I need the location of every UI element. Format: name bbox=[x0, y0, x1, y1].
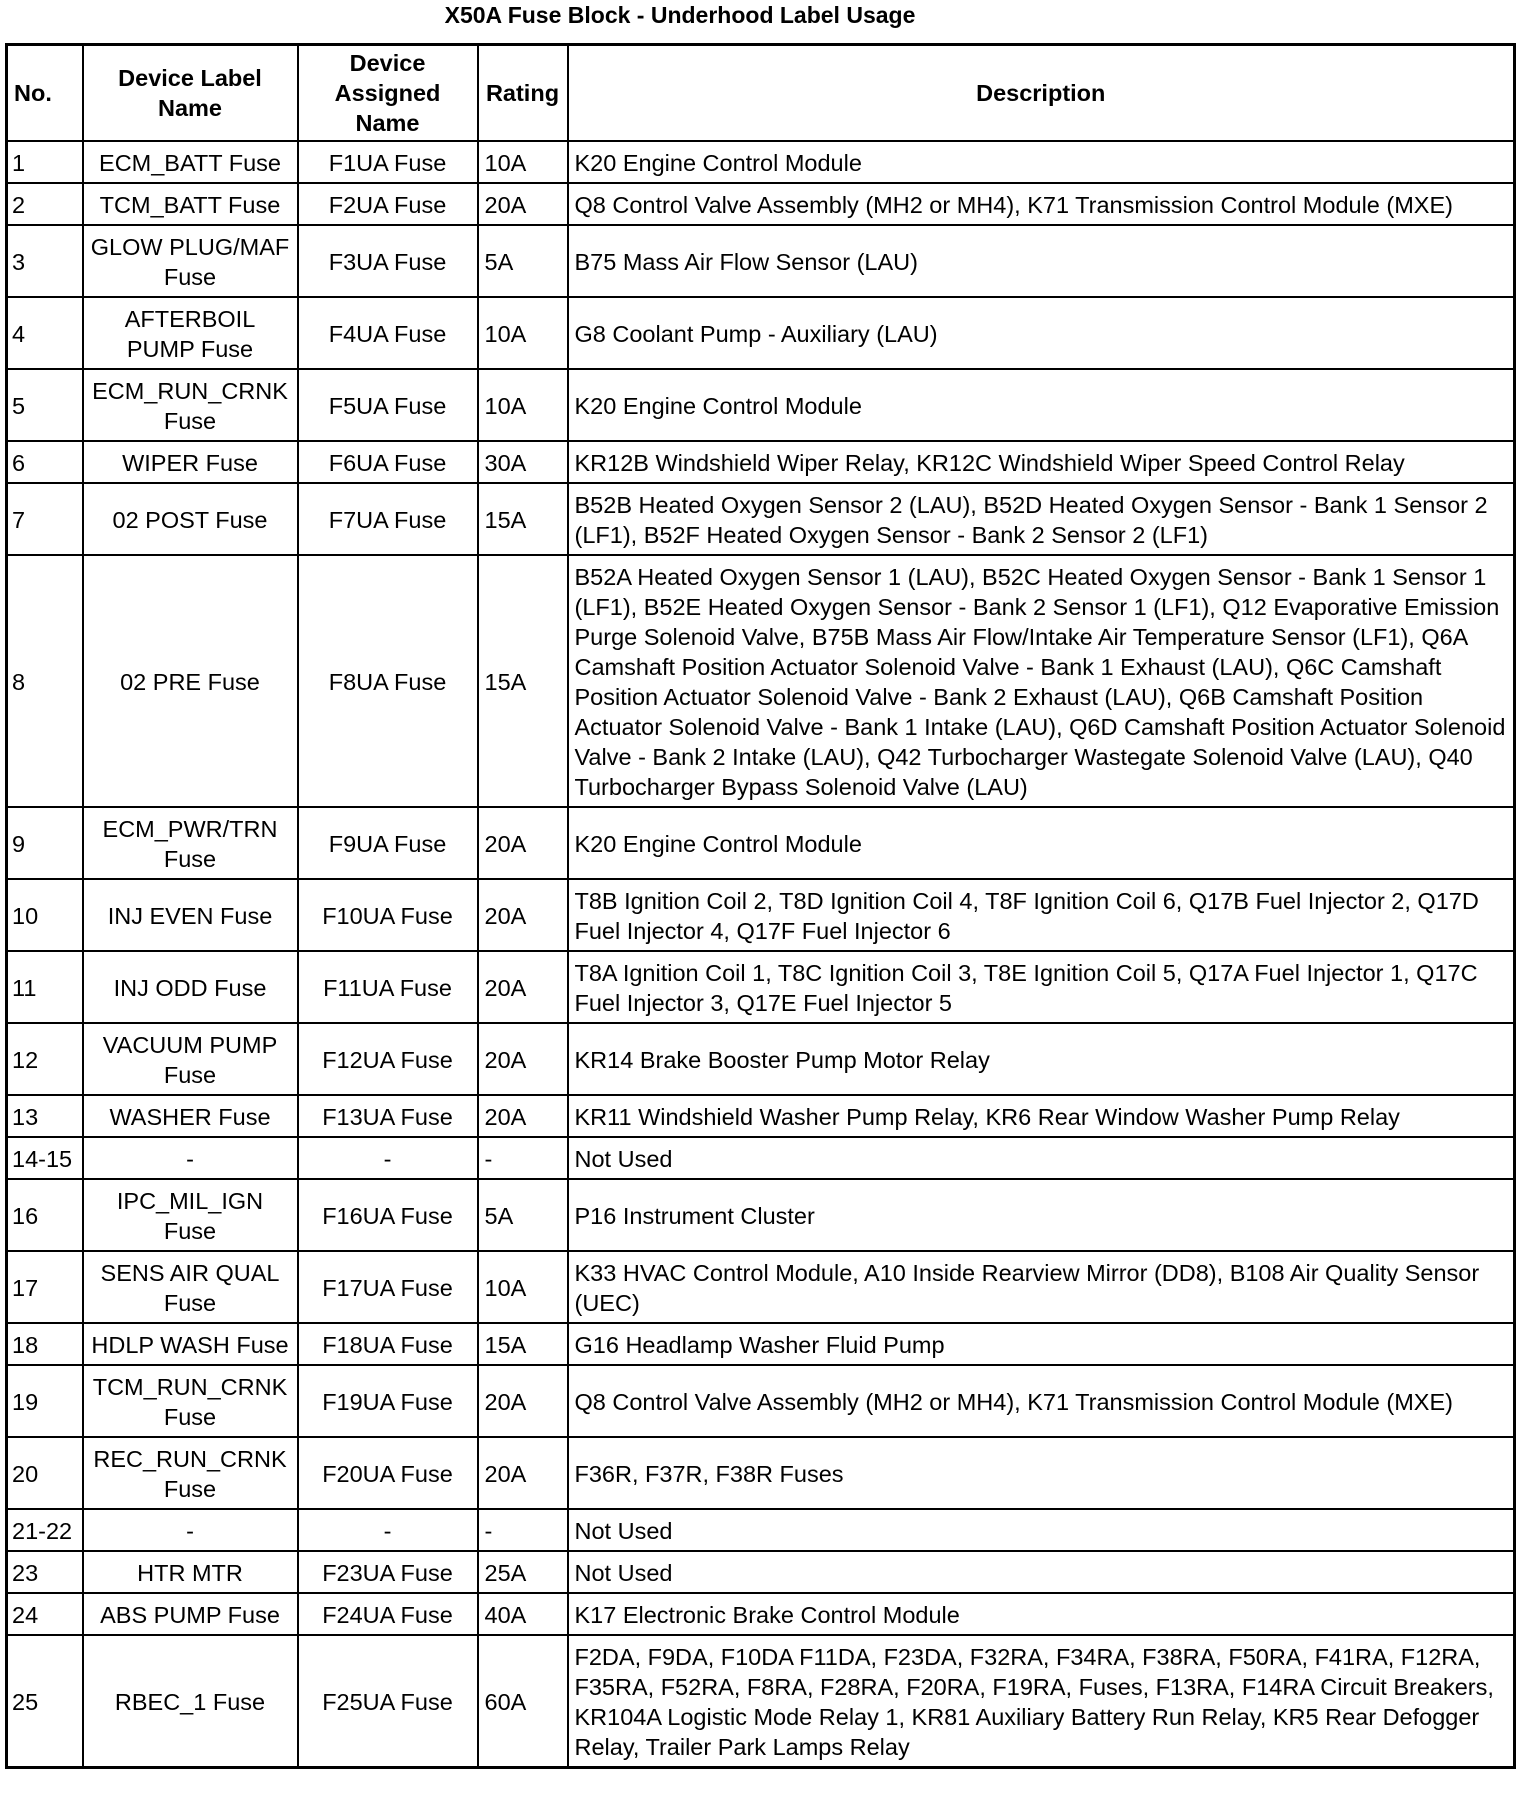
table-row bbox=[7, 225, 1515, 297]
cell-label: INJ EVEN Fuse bbox=[83, 879, 298, 951]
cell-description: Not Used bbox=[568, 1137, 1515, 1179]
header-row bbox=[7, 45, 1515, 142]
table-row bbox=[7, 555, 1515, 807]
cell-rating: 20A bbox=[478, 1023, 568, 1095]
cell-no: 14-15 bbox=[7, 1137, 83, 1179]
table-row bbox=[7, 369, 1515, 441]
cell-assigned: F17UA Fuse bbox=[298, 1251, 478, 1323]
cell-assigned: F18UA Fuse bbox=[298, 1323, 478, 1365]
cell-rating: 30A bbox=[478, 441, 568, 483]
cell-description: F2DA, F9DA, F10DA F11DA, F23DA, F32RA, F34RA, F38RA, F50RA, F41RA, F12RA, F35RA, F52RA, F8RA, F28RA, F20RA, F19RA, Fuses, F13RA, F14RA Circuit Breakers, KR104A Logistic Mode Relay 1, KR81 Auxiliary Battery Run Relay, KR5 Rear Defogger Relay, Trailer Park Lamps Relay bbox=[568, 1635, 1515, 1768]
cell-assigned: - bbox=[298, 1509, 478, 1551]
cell-assigned: F6UA Fuse bbox=[298, 441, 478, 483]
cell-rating: 15A bbox=[478, 555, 568, 807]
cell-assigned: F4UA Fuse bbox=[298, 297, 478, 369]
cell-rating: 15A bbox=[478, 483, 568, 555]
table-row bbox=[7, 297, 1515, 369]
cell-assigned: F10UA Fuse bbox=[298, 879, 478, 951]
cell-no: 20 bbox=[7, 1437, 83, 1509]
table-row bbox=[7, 1251, 1515, 1323]
cell-no: 25 bbox=[7, 1635, 83, 1768]
cell-no: 21-22 bbox=[7, 1509, 83, 1551]
cell-assigned: F16UA Fuse bbox=[298, 1179, 478, 1251]
cell-no: 7 bbox=[7, 483, 83, 555]
cell-no: 13 bbox=[7, 1095, 83, 1137]
cell-assigned: F7UA Fuse bbox=[298, 483, 478, 555]
cell-description: G16 Headlamp Washer Fluid Pump bbox=[568, 1323, 1515, 1365]
cell-description: T8A Ignition Coil 1, T8C Ignition Coil 3, T8E Ignition Coil 5, Q17A Fuel Injector 1, Q17C Fuel Injector 3, Q17E Fuel Injector 5 bbox=[568, 951, 1515, 1023]
cell-label: SENS AIR QUAL Fuse bbox=[83, 1251, 298, 1323]
cell-no: 4 bbox=[7, 297, 83, 369]
table-row bbox=[7, 141, 1515, 183]
cell-description: T8B Ignition Coil 2, T8D Ignition Coil 4, T8F Ignition Coil 6, Q17B Fuel Injector 2, Q17D Fuel Injector 4, Q17F Fuel Injector 6 bbox=[568, 879, 1515, 951]
header-rating: Rating bbox=[478, 45, 568, 142]
table-body bbox=[7, 141, 1515, 1768]
cell-no: 19 bbox=[7, 1365, 83, 1437]
cell-rating: - bbox=[478, 1137, 568, 1179]
cell-description: K20 Engine Control Module bbox=[568, 369, 1515, 441]
table-row bbox=[7, 483, 1515, 555]
cell-no: 9 bbox=[7, 807, 83, 879]
header-no: No. bbox=[7, 45, 83, 142]
page-title: X50A Fuse Block - Underhood Label Usage bbox=[444, 2, 916, 28]
cell-description: F36R, F37R, F38R Fuses bbox=[568, 1437, 1515, 1509]
cell-no: 12 bbox=[7, 1023, 83, 1095]
header-description: Description bbox=[568, 45, 1515, 142]
cell-rating: 20A bbox=[478, 807, 568, 879]
cell-description: B52A Heated Oxygen Sensor 1 (LAU), B52C Heated Oxygen Sensor - Bank 1 Sensor 1 (LF1), B52E Heated Oxygen Sensor - Bank 2 Sensor 1 (LF1), Q12 Evaporative Emission Purge Solenoid Valve, B75B Mass Air Flow/Intake Air Temperature Sensor (LF1), Q6A Camshaft Position Actuator Solenoid Valve - Bank 1 Exhaust (LAU), Q6C Camshaft Position Actuator Solenoid Valve - Bank 2 Exhaust (LAU), Q6B Camshaft Position Actuator Solenoid Valve - Bank 1 Intake (LAU), Q6D Camshaft Position Actuator Solenoid Valve - Bank 2 Intake (LAU), Q42 Turbocharger Wastegate Solenoid Valve (LAU), Q40 Turbocharger Bypass Solenoid Valve (LAU) bbox=[568, 555, 1515, 807]
cell-assigned: - bbox=[298, 1137, 478, 1179]
cell-description: B75 Mass Air Flow Sensor (LAU) bbox=[568, 225, 1515, 297]
cell-assigned: F20UA Fuse bbox=[298, 1437, 478, 1509]
cell-assigned: F19UA Fuse bbox=[298, 1365, 478, 1437]
cell-no: 5 bbox=[7, 369, 83, 441]
header-label: Device Label Name bbox=[83, 45, 298, 142]
cell-assigned: F24UA Fuse bbox=[298, 1593, 478, 1635]
header-assigned: Device Assigned Name bbox=[298, 45, 478, 142]
cell-rating: 15A bbox=[478, 1323, 568, 1365]
cell-description: P16 Instrument Cluster bbox=[568, 1179, 1515, 1251]
cell-rating: 40A bbox=[478, 1593, 568, 1635]
table-row bbox=[7, 1593, 1515, 1635]
cell-rating: 60A bbox=[478, 1635, 568, 1768]
cell-no: 24 bbox=[7, 1593, 83, 1635]
cell-label: - bbox=[83, 1137, 298, 1179]
cell-label: INJ ODD Fuse bbox=[83, 951, 298, 1023]
table-row bbox=[7, 1137, 1515, 1179]
table-row bbox=[7, 1179, 1515, 1251]
cell-no: 18 bbox=[7, 1323, 83, 1365]
cell-rating: 10A bbox=[478, 297, 568, 369]
cell-description: K20 Engine Control Module bbox=[568, 141, 1515, 183]
cell-rating: 20A bbox=[478, 183, 568, 225]
cell-description: Not Used bbox=[568, 1551, 1515, 1593]
cell-no: 11 bbox=[7, 951, 83, 1023]
table-row bbox=[7, 1509, 1515, 1551]
cell-assigned: F23UA Fuse bbox=[298, 1551, 478, 1593]
table-row bbox=[7, 807, 1515, 879]
fuse-table bbox=[5, 43, 1516, 1769]
table-row bbox=[7, 879, 1515, 951]
cell-label: GLOW PLUG/MAF Fuse bbox=[83, 225, 298, 297]
cell-label: ECM_PWR/TRN Fuse bbox=[83, 807, 298, 879]
cell-rating: 10A bbox=[478, 369, 568, 441]
cell-rating: 5A bbox=[478, 225, 568, 297]
cell-label: RBEC_1 Fuse bbox=[83, 1635, 298, 1768]
table-row bbox=[7, 1323, 1515, 1365]
cell-rating: 20A bbox=[478, 951, 568, 1023]
cell-no: 17 bbox=[7, 1251, 83, 1323]
cell-description: Q8 Control Valve Assembly (MH2 or MH4), K71 Transmission Control Module (MXE) bbox=[568, 183, 1515, 225]
cell-no: 8 bbox=[7, 555, 83, 807]
cell-label: AFTERBOIL PUMP Fuse bbox=[83, 297, 298, 369]
cell-assigned: F25UA Fuse bbox=[298, 1635, 478, 1768]
cell-assigned: F12UA Fuse bbox=[298, 1023, 478, 1095]
cell-description: KR14 Brake Booster Pump Motor Relay bbox=[568, 1023, 1515, 1095]
table-row bbox=[7, 1551, 1515, 1593]
cell-rating: 20A bbox=[478, 1365, 568, 1437]
cell-label: 02 POST Fuse bbox=[83, 483, 298, 555]
cell-assigned: F13UA Fuse bbox=[298, 1095, 478, 1137]
table-row bbox=[7, 1365, 1515, 1437]
cell-label: ECM_RUN_CRNK Fuse bbox=[83, 369, 298, 441]
cell-assigned: F3UA Fuse bbox=[298, 225, 478, 297]
cell-no: 6 bbox=[7, 441, 83, 483]
cell-no: 10 bbox=[7, 879, 83, 951]
cell-label: 02 PRE Fuse bbox=[83, 555, 298, 807]
table-row bbox=[7, 183, 1515, 225]
cell-rating: 20A bbox=[478, 879, 568, 951]
cell-label: - bbox=[83, 1509, 298, 1551]
table-row bbox=[7, 441, 1515, 483]
cell-rating: 5A bbox=[478, 1179, 568, 1251]
table-row bbox=[7, 1437, 1515, 1509]
cell-label: TCM_RUN_CRNK Fuse bbox=[83, 1365, 298, 1437]
cell-label: WIPER Fuse bbox=[83, 441, 298, 483]
cell-description: K20 Engine Control Module bbox=[568, 807, 1515, 879]
cell-description: G8 Coolant Pump - Auxiliary (LAU) bbox=[568, 297, 1515, 369]
cell-no: 3 bbox=[7, 225, 83, 297]
cell-assigned: F8UA Fuse bbox=[298, 555, 478, 807]
cell-label: WASHER Fuse bbox=[83, 1095, 298, 1137]
cell-rating: 10A bbox=[478, 141, 568, 183]
cell-rating: 20A bbox=[478, 1437, 568, 1509]
cell-description: Q8 Control Valve Assembly (MH2 or MH4), K71 Transmission Control Module (MXE) bbox=[568, 1365, 1515, 1437]
cell-rating: 20A bbox=[478, 1095, 568, 1137]
cell-no: 1 bbox=[7, 141, 83, 183]
cell-assigned: F1UA Fuse bbox=[298, 141, 478, 183]
cell-rating: 10A bbox=[478, 1251, 568, 1323]
cell-description: KR11 Windshield Washer Pump Relay, KR6 Rear Window Washer Pump Relay bbox=[568, 1095, 1515, 1137]
table-row bbox=[7, 1023, 1515, 1095]
cell-no: 23 bbox=[7, 1551, 83, 1593]
cell-assigned: F5UA Fuse bbox=[298, 369, 478, 441]
cell-label: ECM_BATT Fuse bbox=[83, 141, 298, 183]
cell-label: HDLP WASH Fuse bbox=[83, 1323, 298, 1365]
cell-label: HTR MTR bbox=[83, 1551, 298, 1593]
table-header bbox=[7, 45, 1515, 142]
cell-rating: 25A bbox=[478, 1551, 568, 1593]
cell-label: TCM_BATT Fuse bbox=[83, 183, 298, 225]
cell-description: Not Used bbox=[568, 1509, 1515, 1551]
cell-label: VACUUM PUMP Fuse bbox=[83, 1023, 298, 1095]
table-row bbox=[7, 1095, 1515, 1137]
cell-assigned: F2UA Fuse bbox=[298, 183, 478, 225]
cell-description: K17 Electronic Brake Control Module bbox=[568, 1593, 1515, 1635]
cell-assigned: F9UA Fuse bbox=[298, 807, 478, 879]
cell-assigned: F11UA Fuse bbox=[298, 951, 478, 1023]
cell-rating: - bbox=[478, 1509, 568, 1551]
cell-description: KR12B Windshield Wiper Relay, KR12C Windshield Wiper Speed Control Relay bbox=[568, 441, 1515, 483]
table-row bbox=[7, 1635, 1515, 1768]
cell-no: 2 bbox=[7, 183, 83, 225]
cell-label: IPC_MIL_IGN Fuse bbox=[83, 1179, 298, 1251]
cell-label: ABS PUMP Fuse bbox=[83, 1593, 298, 1635]
cell-description: K33 HVAC Control Module, A10 Inside Rearview Mirror (DD8), B108 Air Quality Sensor (UEC) bbox=[568, 1251, 1515, 1323]
cell-no: 16 bbox=[7, 1179, 83, 1251]
cell-description: B52B Heated Oxygen Sensor 2 (LAU), B52D Heated Oxygen Sensor - Bank 1 Sensor 2 (LF1), B52F Heated Oxygen Sensor - Bank 2 Sensor 2 (LF1) bbox=[568, 483, 1515, 555]
cell-label: REC_RUN_CRNK Fuse bbox=[83, 1437, 298, 1509]
table-row bbox=[7, 951, 1515, 1023]
